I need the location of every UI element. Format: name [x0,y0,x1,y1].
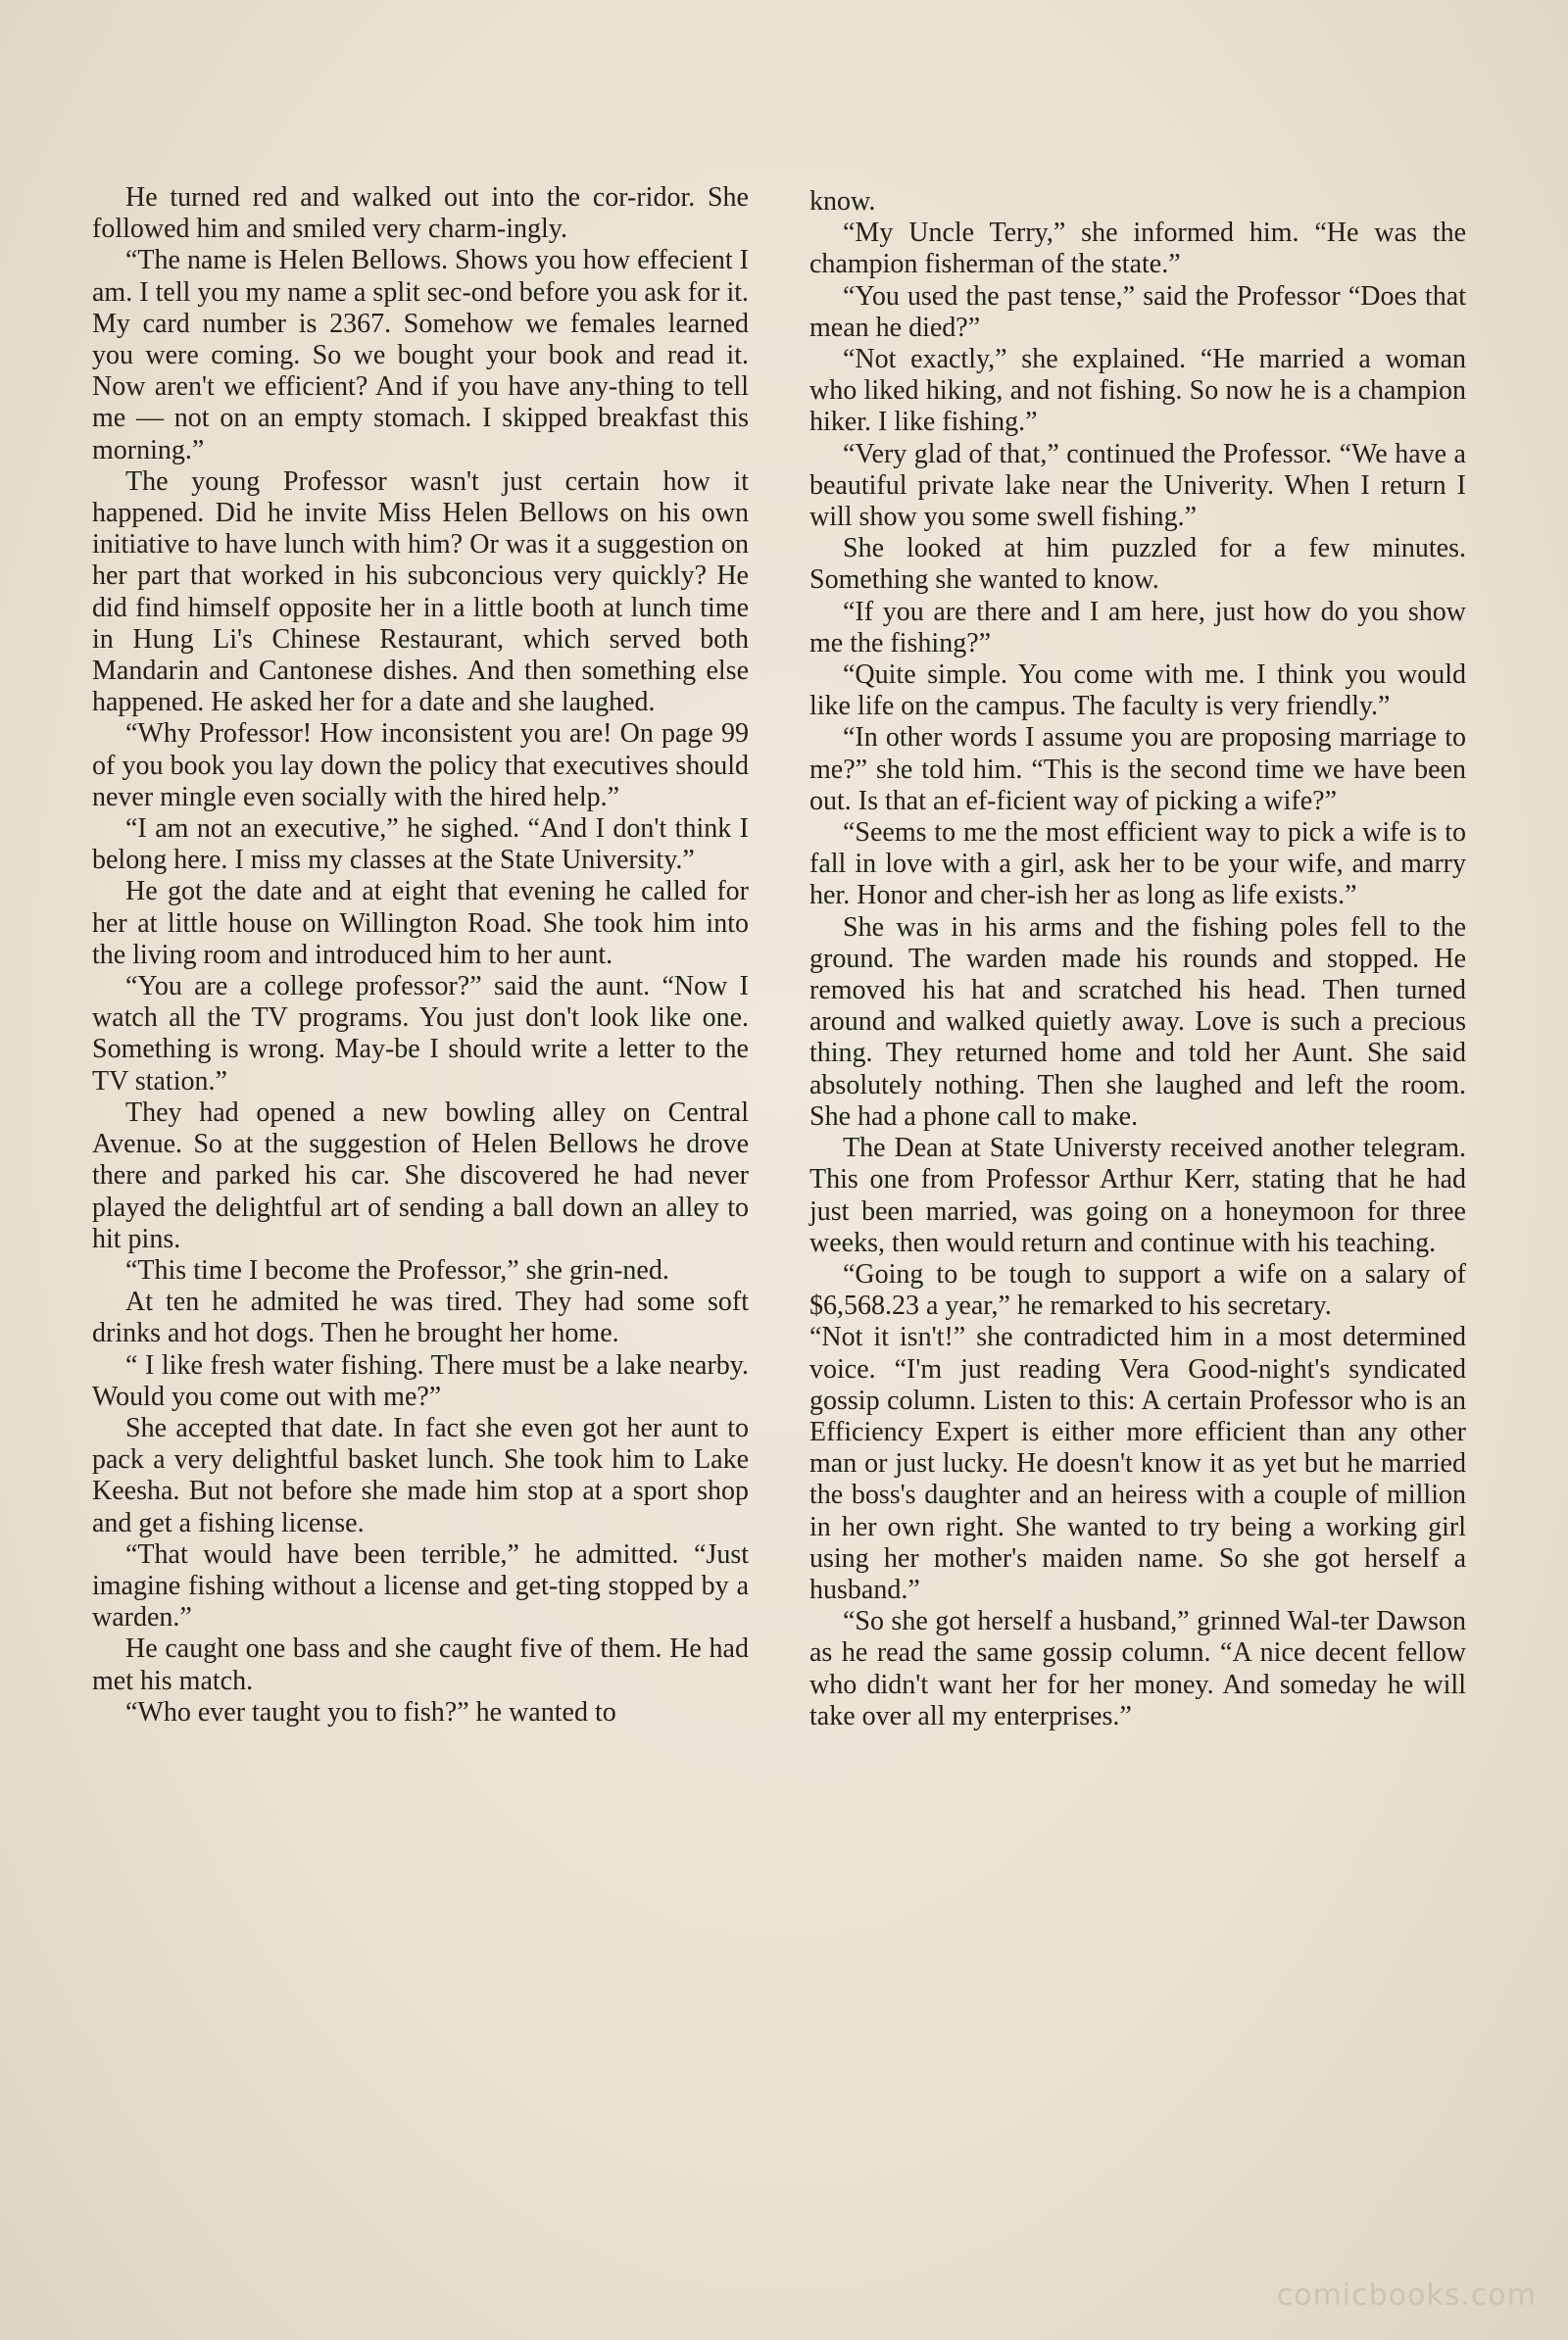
story-paragraph: “Very glad of that,” continued the Professor. “We have a beautiful private lake near the Univerity. When I return I will show you some swell fishing.” [809,438,1466,533]
story-paragraph: “That would have been terrible,” he admitted. “Just imagine fishing without a license and get-ting stopped by a warden.” [92,1538,749,1633]
site-watermark: comicbooks.com [1276,2278,1537,2313]
story-paragraph: “Not exactly,” she explained. “He married a woman who liked hiking, and not fishing. So now he is a champion hiker. I like fishing.” [809,344,1466,438]
right-text-column [809,186,1466,1732]
story-paragraph: “This time I become the Professor,” she grin-ned. [125,1254,669,1286]
story-paragraph: He got the date and at eight that evening he called for her at little house on Willington Road. She took him into the living room and introduced him to her aunt. [92,876,749,970]
story-paragraph: “I am not an executive,” he sighed. “And I don't think I belong here. I miss my classes at the State University.” [92,813,749,876]
story-paragraph: know. [809,186,876,217]
story-paragraph: They had opened a new bowling alley on Central Avenue. So at the suggestion of Helen Bellows he drove there and parked his car. She discovered he had never played the delightful art of sending a ball down an alley to hit pins. [92,1097,749,1254]
story-paragraph: He turned red and walked out into the cor-ridor. She followed him and smiled very charm-ingly. [92,182,749,245]
story-paragraph: At ten he admited he was tired. They had some soft drinks and hot dogs. Then he brought her home. [92,1287,749,1349]
story-paragraph: The young Professor wasn't just certain how it happened. Did he invite Miss Helen Bellows on his own initiative to have lunch with him? Or was it a suggestion on her part that worked in his subconcious very quickly? He did find himself opposite her in a little booth at lunch time in Hung Li's Chinese Restaurant, which served both Mandarin and Cantonese dishes. And then something else happened. He asked her for a date and she laughed. [92,465,749,718]
story-paragraph: “In other words I assume you are proposing marriage to me?” she told him. “This is the second time we have been out. Is that an ef-ficient way of picking a wife?” [809,722,1466,816]
story-paragraph: “You are a college professor?” said the aunt. “Now I watch all the TV programs. You just don't look like one. Something is wrong. May-be I should write a letter to the TV station.” [92,971,749,1097]
story-paragraph: “Why Professor! How inconsistent you are! On page 99 of you book you lay down the policy that executives should never mingle even socially with the hired help.” [92,718,749,812]
story-paragraph: “The name is Helen Bellows. Shows you how effecient I am. I tell you my name a split sec-ond before you ask for it. My card number is 2367. Somehow we females learned you were coming. So we bought your book and read it. Now aren't we efficient? And if you have any-thing to tell me — not on an empty stomach. I skipped breakfast this morning.” [92,245,749,465]
story-paragraph: “My Uncle Terry,” she informed him. “He was the champion fisherman of the state.” [809,218,1466,280]
story-paragraph: She was in his arms and the fishing poles fell to the ground. The warden made his rounds and stopped. He removed his hat and scratched his head. Then turned around and walked quietly away. Love is such a precious thing. They returned home and told her Aunt. She said absolutely nothing. Then she laughed and left the room. She had a phone call to make. [809,911,1466,1132]
story-paragraph: “Who ever taught you to fish?” he wanted to [125,1696,616,1728]
story-paragraph: She accepted that date. In fact she even got her aunt to pack a very delightful basket lunch. She took him to Lake Keesha. But not before she made him stop at a sport shop and get a fishing license. [92,1412,749,1538]
story-paragraph: “ I like fresh water fishing. There must be a lake nearby. Would you come out with me?” [92,1349,749,1412]
story-paragraph: “If you are there and I am here, just how do you show me the fishing?” [809,596,1466,658]
story-paragraph: “So she got herself a husband,” grinned Wal-ter Dawson as he read the same gossip column. “A nice decent fellow who didn't want her for her money. And someday he will take over all my enterprises.” [809,1606,1466,1731]
story-paragraph: “Seems to me the most efficient way to pick a wife is to fall in love with a girl, ask her to be your wife, and marry her. Honor and cher-ish her as long as life exists.” [809,817,1466,911]
story-paragraph: “Going to be tough to support a wife on a salary of $6,568.23 a year,” he remarked to his secretary. [809,1258,1466,1322]
story-paragraph: “Quite simple. You come with me. I think you would like life on the campus. The faculty is very friendly.” [809,659,1466,722]
story-paragraph: She looked at him puzzled for a few minutes. Something she wanted to know. [809,533,1466,596]
story-paragraph: He caught one bass and she caught five of them. He had met his match. [92,1633,749,1696]
left-text-column [92,182,749,1729]
story-paragraph: “You used the past tense,” said the Professor “Does that mean he died?” [809,280,1466,343]
story-paragraph: “Not it isn't!” she contradicted him in a most determined voice. “I'm just reading Vera Good-night's syndicated gossip column. Listen to this: A certain Professor who is an Efficiency Expert is either more efficient than any other man or just lucky. He doesn't know it as yet but he married the boss's daughter and an heiress with a couple of million in her own right. She wanted to try being a working girl using her mother's maiden name. So she got herself a husband.” [809,1322,1466,1605]
story-paragraph: The Dean at State Universty received another telegram. This one from Professor Arthur Kerr, stating that he had just been married, was going on a honeymoon for three weeks, then would return and continue with his teaching. [809,1133,1466,1258]
